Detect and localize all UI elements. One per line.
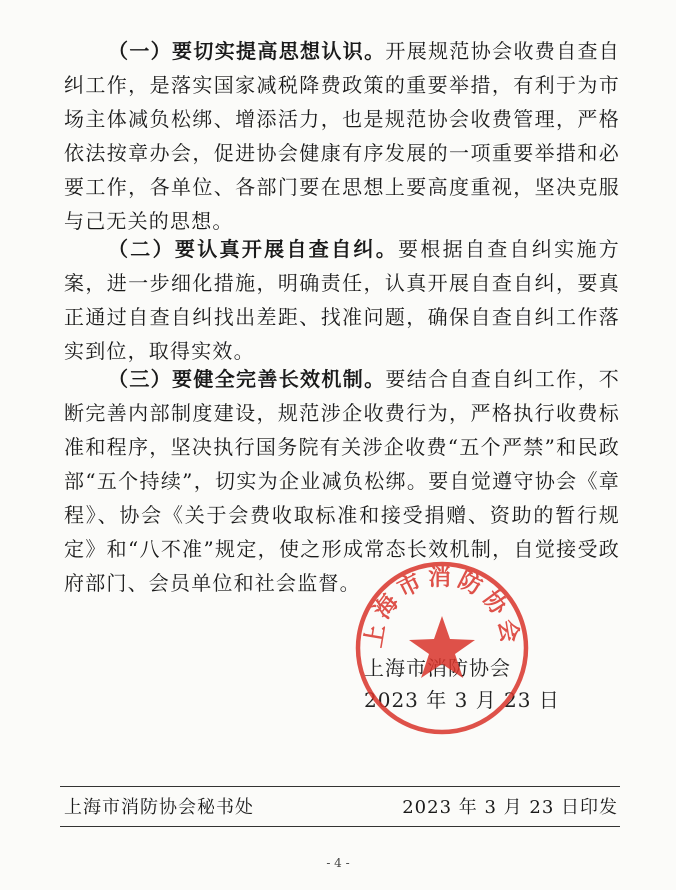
seal-text: 上海市消防协会 [359, 563, 525, 650]
official-seal-stamp [354, 560, 530, 736]
signature-organization: 上海市消防协会 [364, 656, 511, 680]
signature-date: 2023 年 3 月 23 日 [364, 688, 560, 712]
paragraph-2 [64, 232, 620, 368]
paragraph-1 [64, 34, 620, 238]
paragraph-1-heading: （一）要切实提高思想认识。 [108, 39, 386, 63]
page-number: - 4 - [326, 856, 350, 870]
footer-divider-top [60, 786, 620, 787]
footer-divider-bottom [60, 826, 620, 827]
paragraph-3-body: 要结合自查自纠工作，不断完善内部制度建设，规范涉企收费行为，严格执行收费标准和程序，坚决执行国务院有关涉企收费“五个严禁”和民政部“五个持续”，切实为企业减负松绑。要自觉遵守协会《章程》、协会《关于会费收取标准和接受捐赠、资助的暂行规定》和“八不准”规定，使之形成常态长效机制，自觉接受政府部门、会员单位和社会监督。 [64, 367, 620, 595]
paragraph-3-heading: （三）要健全完善长效机制。 [108, 367, 386, 391]
paragraph-2-body: 要根据自查自纠实施方案，进一步细化措施，明确责任，认真开展自查自纠，要真正通过自查自纠找出差距、找准问题，确保自查自纠工作落实到位，取得实效。 [64, 237, 620, 363]
paragraph-1-body: 开展规范协会收费自查自纠工作，是落实国家减税降费政策的重要举措，有利于为市场主体减负松绑、增添活力，也是规范协会收费管理，严格依法按章办会，促进协会健康有序发展的一项重要举措和必要工作，各单位、各部门要在思想上要高度重视，坚决克服与己无关的思想。 [64, 39, 620, 233]
footer-issuer: 上海市消防协会秘书处 [64, 797, 254, 818]
seal-star-icon [409, 616, 475, 678]
footer-print-date: 2023 年 3 月 23 日印发 [402, 797, 618, 818]
paragraph-2-heading: （二）要认真开展自查自纠。 [108, 237, 399, 261]
paragraph-3 [64, 362, 620, 600]
